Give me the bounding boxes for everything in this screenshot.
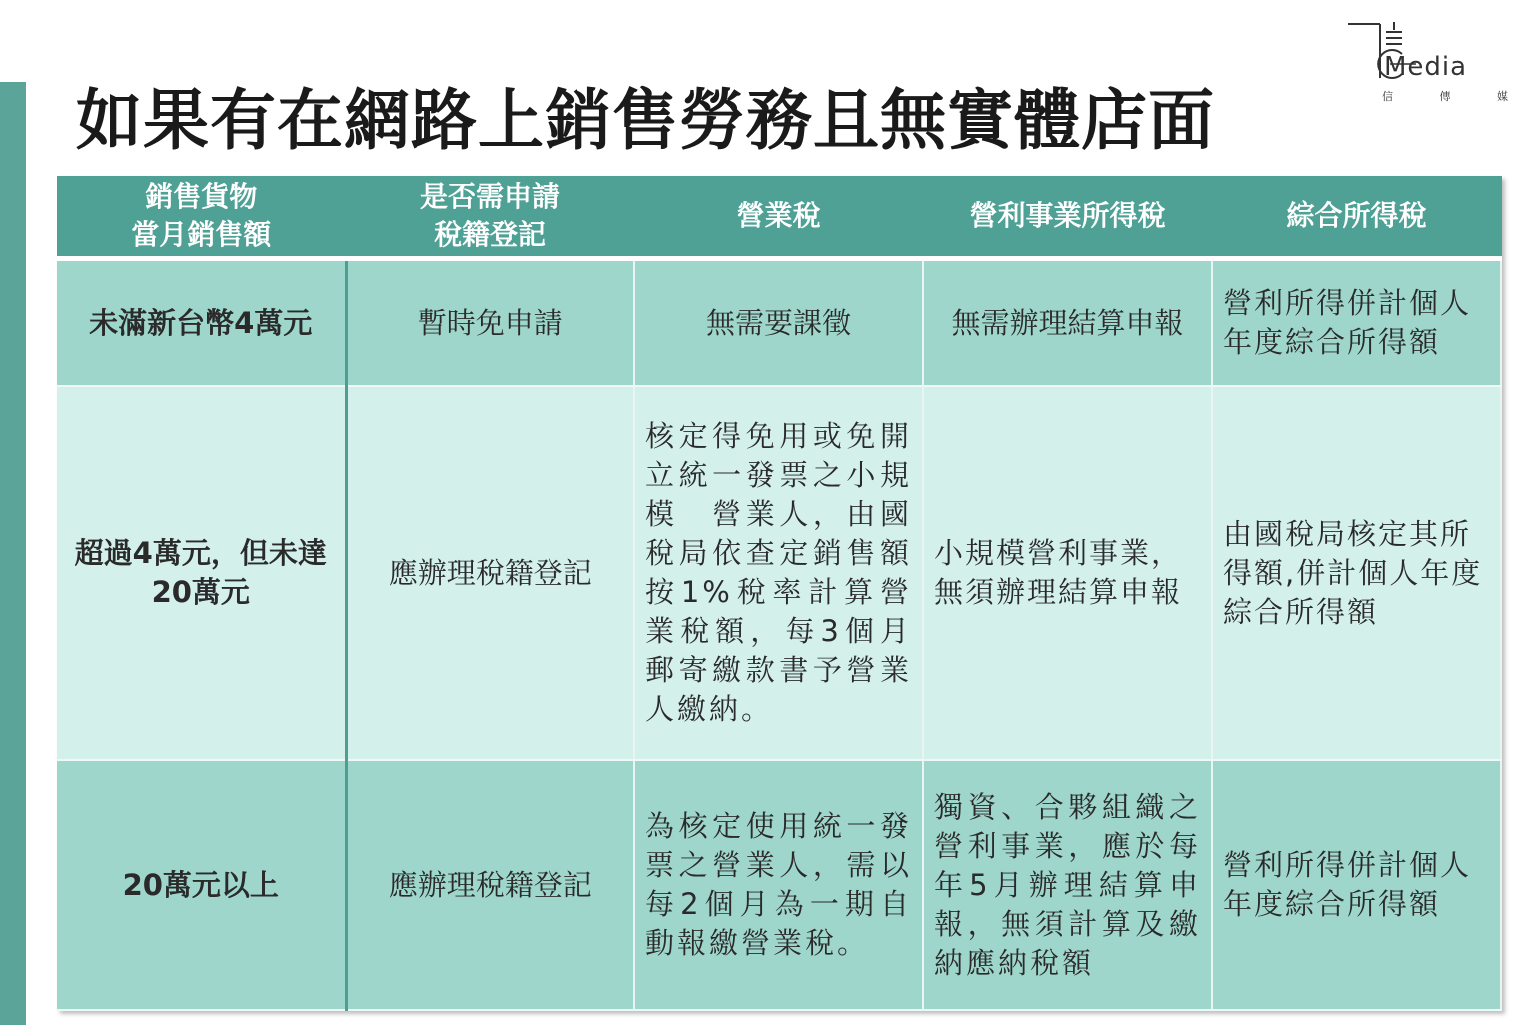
cell-individual-income-tax: 由國稅局核定其所得額,併計個人年度綜合所得額 (1212, 386, 1501, 760)
page-title: 如果有在網路上銷售勞務且無實體店面 (76, 82, 1215, 159)
header-registration (346, 176, 634, 259)
cell-sales-amount: 未滿新台幣4萬元 (57, 259, 346, 387)
header-line: 營利事業所得稅 (969, 199, 1166, 232)
header-line: 綜合所得稅 (1286, 199, 1427, 232)
tax-table (57, 176, 1502, 1011)
table-row (57, 386, 1501, 760)
logo-sub-char: 媒 (1497, 90, 1508, 103)
cell-corporate-income-tax: 獨資、合夥組織之營利事業，應於每年5月辦理結算申報，無須計算及繳納應納稅額 (923, 760, 1212, 1010)
logo-sub-char: 信 (1382, 90, 1393, 103)
table-header-row (57, 176, 1501, 259)
header-individual-income-tax (1212, 176, 1501, 259)
cell-business-tax: 無需要課徵 (634, 259, 923, 387)
header-line: 營業稅 (736, 199, 821, 232)
logo-text: Media (1384, 52, 1468, 82)
cell-corporate-income-tax: 小規模營利事業，無須辦理結算申報 (923, 386, 1212, 760)
cell-individual-income-tax: 營利所得併計個人年度綜合所得額 (1212, 760, 1501, 1010)
header-line: 是否需申請 (419, 180, 560, 213)
cell-registration: 應辦理稅籍登記 (346, 386, 634, 760)
cell-corporate-income-tax: 無需辦理結算申報 (923, 259, 1212, 387)
table-row (57, 760, 1501, 1010)
cell-sales-amount: 超過4萬元，但未達20萬元 (57, 386, 346, 760)
table-row (57, 259, 1501, 387)
header-line: 稅籍登記 (433, 218, 546, 251)
cell-individual-income-tax: 營利所得併計個人年度綜合所得額 (1212, 259, 1501, 387)
cell-sales-amount: 20萬元以上 (57, 760, 346, 1010)
accent-bar (0, 82, 26, 1025)
logo-sub-char: 傳 (1439, 90, 1451, 103)
media-logo (1344, 18, 1514, 108)
cell-business-tax: 為核定使用統一發票之營業人，需以每2個月為一期自動報繳營業稅。 (634, 760, 923, 1010)
cell-business-tax: 核定得免用或免開立統一發票之小規模 營業人，由國稅局依查定銷售額按1%稅率計算營業稅額，每3個月郵寄繳款書予營業人繳納。 (634, 386, 923, 760)
header-business-tax (634, 176, 923, 259)
logo-subtitle (1382, 88, 1508, 104)
cell-registration: 應辦理稅籍登記 (346, 760, 634, 1010)
cell-registration: 暫時免申請 (346, 259, 634, 387)
header-line: 當月銷售額 (131, 218, 272, 251)
header-sales-amount (57, 176, 346, 259)
header-corporate-income-tax (923, 176, 1212, 259)
header-line: 銷售貨物 (145, 180, 258, 213)
